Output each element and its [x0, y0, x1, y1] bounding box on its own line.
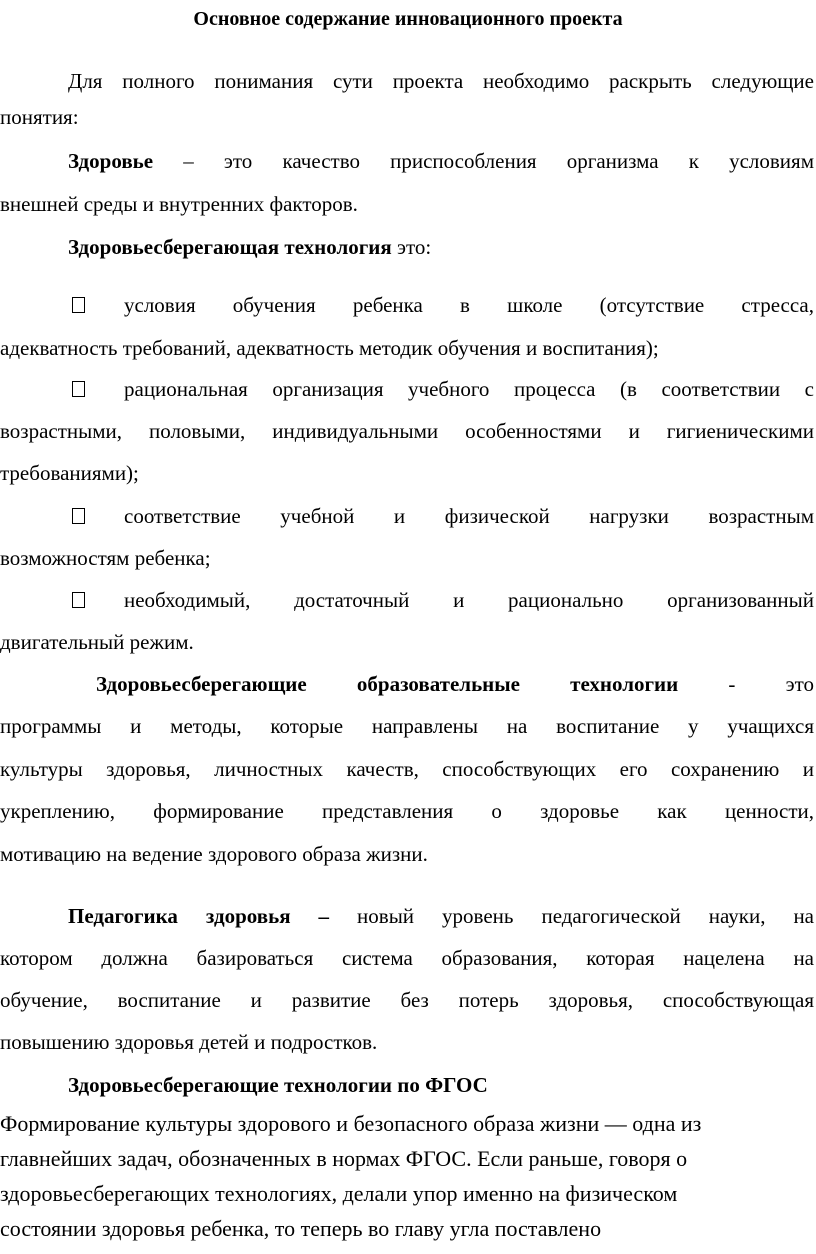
pedagogy-text: новый уровень педагогической науки, на	[329, 904, 814, 928]
edu-tech-text: - это	[678, 672, 814, 696]
health-definition-text: – это качество приспособления организма к условиям	[153, 149, 814, 173]
bullet-2-line-3: требованиями);	[0, 461, 139, 485]
fgos-text-line-2: главнейших задач, обозначенных в нормах ФГОС. Если раньше, говоря о	[0, 1146, 688, 1171]
edu-tech-line-1	[96, 671, 814, 697]
bullet-icon	[72, 508, 85, 524]
intro-line-2: понятия:	[0, 105, 79, 129]
fgos-heading: Здоровьесберегающие технологии по ФГОС	[68, 1073, 488, 1097]
pedagogy-term: Педагогика здоровья –	[68, 904, 330, 928]
edu-tech-line-2: программы и методы, которые направлены на воспитание у учащихся	[0, 714, 814, 738]
tech-definition-text: это:	[391, 235, 432, 259]
bullet-icon	[72, 297, 85, 313]
page-title: Основное содержание инновационного проекта	[193, 8, 623, 30]
edu-tech-line-3: культуры здоровья, личностных качеств, способствующих его сохранению и	[0, 757, 814, 781]
pedagogy-line-3: обучение, воспитание и развитие без потерь здоровья, способствующая	[0, 988, 814, 1012]
edu-tech-term: Здоровьесберегающие образовательные технологии	[96, 672, 679, 696]
health-term: Здоровье	[68, 149, 154, 173]
bullet-3-line-2: возможностям ребенка;	[0, 546, 211, 570]
tech-definition	[68, 234, 431, 260]
bullet-1-line-1: условия обучения ребенка в школе (отсутствие стресса,	[124, 293, 814, 317]
fgos-text-line-4: состоянии здоровья ребенка, то теперь во главу угла поставлено	[0, 1216, 602, 1241]
edu-tech-line-4: укреплению, формирование представления о здоровье как ценности,	[0, 799, 814, 823]
bullet-1-line-2: адекватность требований, адекватность методик обучения и воспитания);	[0, 336, 659, 360]
bullet-icon	[72, 592, 85, 608]
bullet-2-line-2: возрастными, половыми, индивидуальными особенностями и гигиеническими	[0, 419, 814, 443]
intro-line-1: Для полного понимания сути проекта необходимо раскрыть следующие	[68, 69, 814, 93]
health-definition-line-2: внешней среды и внутренних факторов.	[0, 192, 358, 216]
tech-term: Здоровьесберегающая технология	[68, 235, 392, 259]
bullet-2-line-1: рациональная организация учебного процесса (в соответствии с	[124, 377, 814, 401]
fgos-text-line-3: здоровьесберегающих технологиях, делали упор именно на физическом	[0, 1181, 678, 1206]
health-definition-line-1	[68, 148, 814, 174]
fgos-text-line-1: Формирование культуры здорового и безопасного образа жизни — одна из	[0, 1111, 702, 1136]
bullet-3-line-1: соответствие учебной и физической нагрузки возрастным	[124, 504, 814, 528]
bullet-4-line-2: двигательный режим.	[0, 630, 194, 654]
pedagogy-line-2: котором должна базироваться система образования, которая нацелена на	[0, 946, 814, 970]
pedagogy-line-4: повышению здоровья детей и подростков.	[0, 1030, 378, 1054]
bullet-4-line-1: необходимый, достаточный и рационально организованный	[124, 588, 814, 612]
bullet-icon	[72, 381, 85, 397]
pedagogy-line-1	[68, 903, 814, 929]
edu-tech-line-5: мотивацию на ведение здорового образа жизни.	[0, 842, 428, 866]
